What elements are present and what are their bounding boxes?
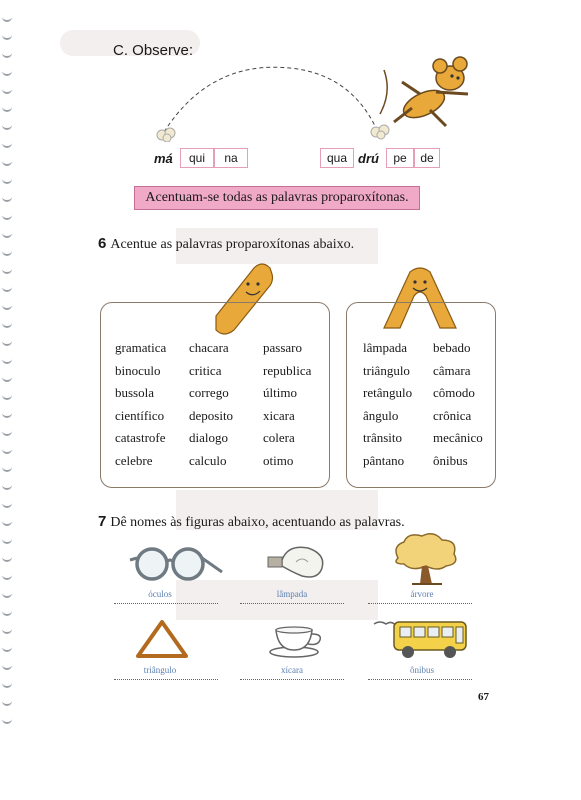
word-item: ângulo — [363, 407, 399, 423]
word-item: bebado — [433, 340, 471, 355]
word-column — [363, 337, 412, 472]
answer-line — [240, 679, 344, 680]
answer-oculos: óculos — [148, 589, 172, 599]
word-column — [115, 337, 166, 472]
word-item: colera — [263, 430, 295, 445]
mouse-illustration — [372, 52, 480, 132]
word-item: xicara — [263, 407, 295, 423]
answer-onibus: ônibus — [409, 665, 434, 675]
exercise-number: 7 — [98, 513, 107, 530]
answer-triangulo: triângulo — [143, 665, 177, 675]
word-column — [189, 337, 233, 472]
word-item: ônibus — [433, 452, 468, 468]
answer-line — [240, 603, 344, 604]
stressed-syllable: má — [154, 151, 173, 166]
word-item: trânsito — [363, 430, 402, 445]
word-item: lâmpada — [363, 340, 408, 355]
syllable-box: de — [414, 148, 440, 168]
word-item: otimo — [263, 452, 294, 468]
section-c-title: C. Observe: — [113, 42, 194, 59]
exercise-6-instruction — [98, 235, 354, 253]
word-item: passaro — [263, 340, 302, 355]
word-item: cômodo — [433, 385, 475, 400]
jump-arc — [150, 60, 390, 140]
word-item: científico — [115, 407, 165, 423]
syllable-box: pe — [386, 148, 414, 168]
word-item: chacara — [189, 340, 229, 355]
word-item: câmara — [433, 362, 471, 378]
word-item: republica — [263, 362, 312, 378]
word-item: gramatica — [115, 340, 167, 355]
answer-line — [114, 679, 218, 680]
instruction-text: Dê nomes às figuras abaixo, acentuando as palavras. — [110, 515, 405, 530]
answer-line — [368, 679, 472, 680]
word-item: mecânico — [433, 430, 483, 445]
word-item: triângulo — [363, 362, 410, 378]
word-item: critica — [189, 362, 222, 378]
word-item: pântano — [363, 452, 405, 468]
word-item: celebre — [115, 452, 153, 468]
exercise-7-instruction — [98, 513, 405, 531]
glasses-icon — [128, 540, 224, 584]
word-item: deposito — [189, 407, 234, 423]
cup-icon — [264, 620, 328, 660]
instruction-text: Acentue as palavras proparoxítonas abaixo. — [110, 237, 355, 252]
answer-xicara: xícara — [281, 665, 303, 675]
page-number: 67 — [478, 691, 489, 703]
tree-icon — [390, 532, 462, 586]
word-item: dialogo — [189, 430, 228, 445]
word-item: binoculo — [115, 362, 161, 378]
word-item: retângulo — [363, 385, 413, 400]
syllable-box: qua — [320, 148, 354, 168]
triangle-icon — [134, 618, 190, 660]
word-item: corrego — [189, 385, 229, 400]
spiral-binding — [2, 14, 16, 734]
dust-cloud-icon — [156, 126, 178, 142]
answer-arvore: árvore — [410, 589, 434, 599]
word-column — [433, 337, 483, 472]
syllable-box: qui — [180, 148, 214, 168]
word-item: catastrofe — [115, 430, 166, 445]
bus-icon — [370, 614, 470, 662]
light-bulb-icon — [262, 540, 332, 584]
stressed-syllable: drú — [358, 151, 379, 166]
word-item: crônica — [433, 407, 472, 423]
word-column — [263, 337, 311, 472]
answer-line — [114, 603, 218, 604]
word-item: último — [263, 385, 297, 400]
word-item: bussola — [115, 385, 154, 400]
answer-lampada: lâmpada — [276, 589, 308, 599]
syllable-box: na — [214, 148, 248, 168]
word-item: calculo — [189, 452, 227, 468]
accent-rule-box: Acentuam-se todas as palavras proparoxítonas. — [134, 186, 420, 210]
answer-line — [368, 603, 472, 604]
exercise-number: 6 — [98, 235, 107, 252]
